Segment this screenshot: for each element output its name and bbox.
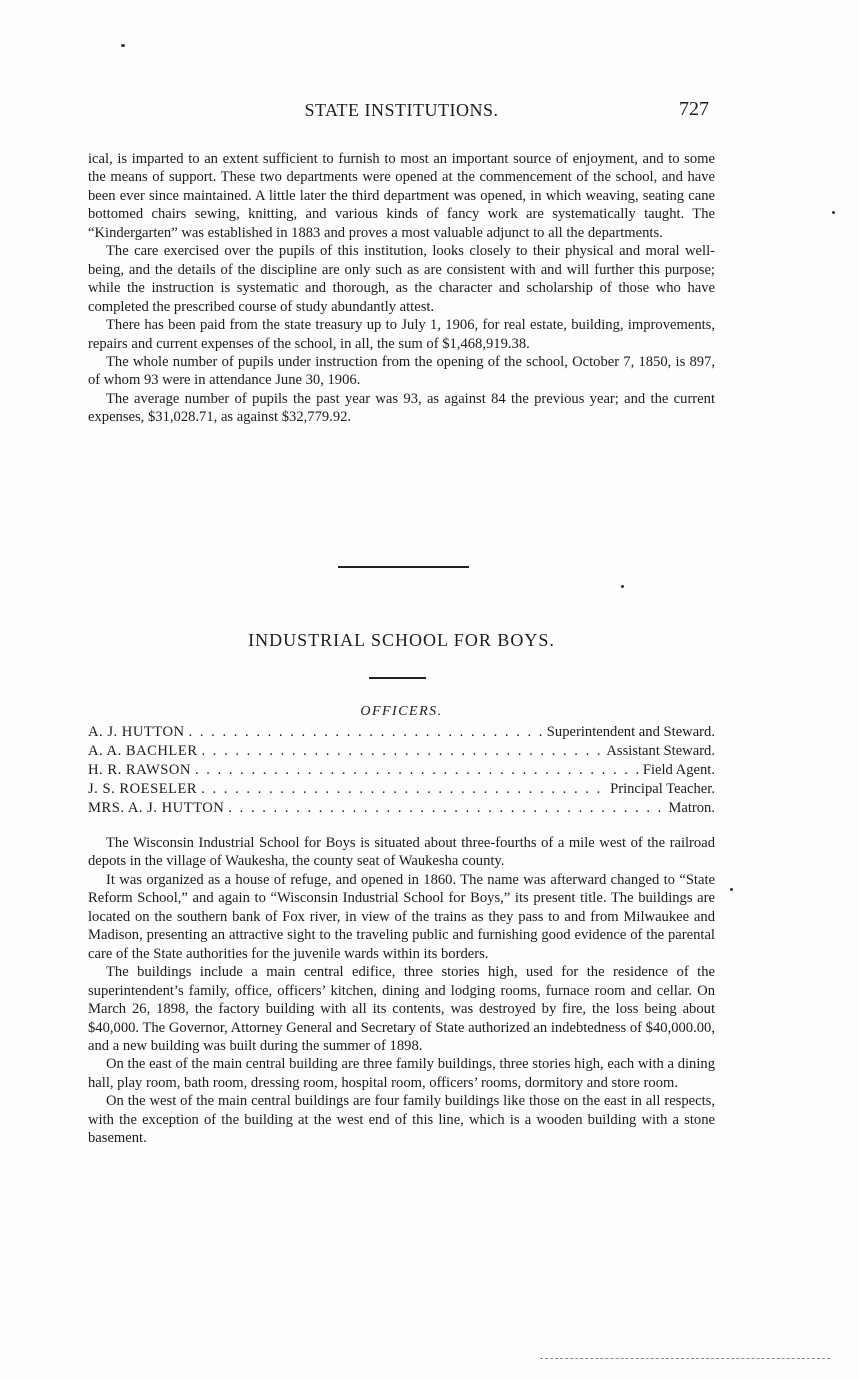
officer-row [88, 781, 715, 800]
section-divider-rule [338, 566, 469, 568]
paragraph: It was organized as a house of refuge, and opened in 1860. The name was afterward changed to “State Reform School,” and again to “Wisconsin Industrial School for Boys,” its present title. The buildings are located on the southern bank of Fox river, in view of the trains as they pass to and from Milwaukee and Madison, presenting an attractive sight to the traveling public and furnishing good evidence of the parental care of the State authorities for the juvenile wards within its borders. [88, 871, 715, 962]
paragraph: On the east of the main central building are three family buildings, three stories high, each with a dining hall, play room, bath room, dressing room, hospital room, officers’ rooms, dormitory and store room. [88, 1056, 715, 1091]
scan-speck [121, 44, 125, 47]
intro-text-block [88, 150, 715, 427]
dot-leader [189, 724, 543, 741]
paragraph: ical, is imparted to an extent sufficient to furnish to most an important source of enjoyment, and to some the means of support. These two departments were opened at the commencement of the school, and have been ever since maintained. A little later the third department was opened, in which weaving, seating cane bottomed chairs sewing, knitting, and various kinds of fancy work are systematically taught. The “Kindergarten” was established in 1883 and proves a most valuable adjunct to all the departments. [88, 151, 715, 241]
officer-title: Superintendent and Steward. [546, 724, 715, 740]
officer-title: Field Agent. [642, 762, 715, 778]
paragraph: The buildings include a main central edifice, three stories high, used for the residence of the superintendent’s family, office, officers’ kitchen, dining and lodging rooms, furnace room and cellar. On March 26, 1898, the factory building with all its contents, was destroyed by fire, the loss being about $40,000. The Governor, Attorney General and Secretary of State authorized an indebtedness of $40,000.00, and a new building was built during the summer of 1898. [88, 964, 715, 1054]
page-header [88, 100, 715, 124]
officer-name: J. S. ROESELER [88, 781, 198, 797]
officer-row [88, 724, 715, 743]
paragraph: The average number of pupils the past year was 93, as against 84 the previous year; and the current expenses, $31,028.71, as against $32,779.92. [88, 390, 715, 426]
officer-row [88, 743, 715, 762]
page-number: 727 [679, 98, 709, 120]
paragraph: The care exercised over the pupils of this institution, looks closely to their physical and moral well-being, and the details of the discipline are only such as are consistent with and will further this purpose; while the instruction is systematic and thorough, as the character and scholarship of those who have completed the prescribed course of study abundantly attest. [88, 243, 715, 315]
officer-row [88, 762, 715, 781]
scan-speck [621, 585, 624, 588]
section-title: INDUSTRIAL SCHOOL FOR BOYS. [248, 630, 555, 650]
paragraph: The whole number of pupils under instruction from the opening of the school, October 7, 1850, is 897, of whom 93 were in attendance June 30, 1906. [88, 353, 715, 389]
officer-name: H. R. RAWSON [88, 762, 191, 778]
running-title: STATE INSTITUTIONS. [304, 100, 499, 120]
officer-title: Assistant Steward. [606, 743, 715, 759]
section-text-block [88, 834, 715, 1148]
dot-leader [201, 743, 602, 760]
officer-row [88, 800, 715, 819]
officer-title: Matron. [668, 800, 715, 816]
officer-name: A. A. BACHLER [88, 743, 198, 759]
scan-speck [832, 211, 835, 214]
dot-leader [201, 781, 606, 798]
officers-list [88, 724, 715, 819]
paragraph: The Wisconsin Industrial School for Boys is situated about three-fourths of a mile west of the railroad depots in the village of Waukesha, the county seat of Waukesha county. [88, 835, 715, 870]
dot-leader [195, 762, 639, 779]
scan-edge-marks [540, 1358, 830, 1360]
officer-title: Principal Teacher. [610, 781, 715, 797]
officer-name: A. J. HUTTON [88, 724, 185, 740]
scan-speck [730, 888, 733, 891]
officer-name: MRS. A. J. HUTTON [88, 800, 225, 816]
paragraph: On the west of the main central buildings are four family buildings like those on the east in all respects, with the exception of the building at the west end of this line, which is a wooden building with a stone basement. [88, 1093, 715, 1147]
officers-heading: OFFICERS. [360, 704, 443, 719]
dot-leader [228, 800, 664, 817]
title-underline-rule [369, 677, 426, 679]
paragraph: There has been paid from the state treasury up to July 1, 1906, for real estate, building, improvements, repairs and current expenses of the school, in all, the sum of $1,468,919.38. [88, 317, 715, 352]
